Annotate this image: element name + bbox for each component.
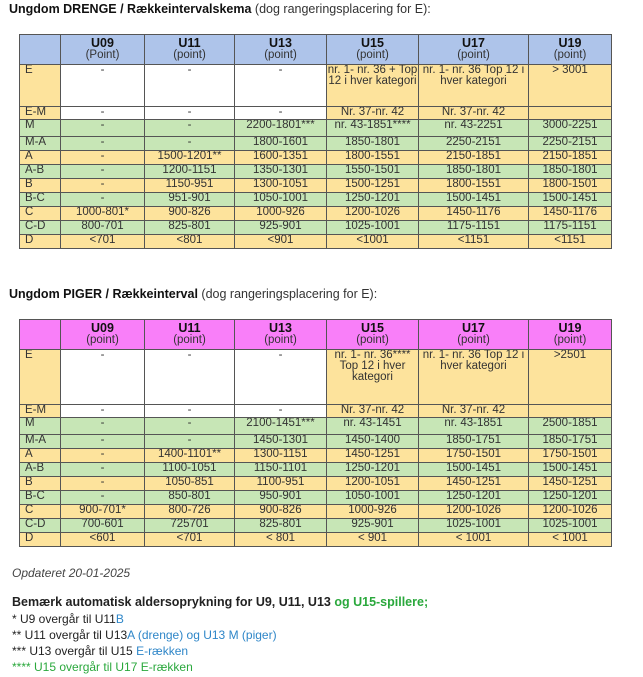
- table-cell: 1250-1201: [327, 193, 419, 207]
- table-cell: 1500-1451: [529, 463, 612, 477]
- table-cell: >2501: [529, 350, 612, 405]
- note-u15-text: **** U15 overgår til U17 E-rækken: [12, 660, 193, 674]
- table-cell: [529, 107, 612, 120]
- table-cell: -: [61, 65, 145, 107]
- table-cell: 1200-1026: [529, 505, 612, 519]
- column-header-u19: [529, 320, 612, 350]
- column-header-u09: [61, 320, 145, 350]
- boys-heading-title: Ungdom DRENGE / Rækkeintervalskema: [9, 2, 252, 16]
- table-cell: 1450-1251: [327, 449, 419, 463]
- table-cell: -: [145, 418, 235, 435]
- table-cell: 1100-1051: [145, 463, 235, 477]
- table-cell: 951-901: [145, 193, 235, 207]
- table-cell: 950-901: [235, 491, 327, 505]
- column-header-u09: [61, 35, 145, 65]
- table-row: [20, 505, 612, 519]
- table-cell: <1001: [327, 235, 419, 249]
- table-cell: <1151: [419, 235, 529, 249]
- table-row: [20, 463, 612, 477]
- column-name: U13: [269, 321, 292, 335]
- column-header-u15: [327, 320, 419, 350]
- table-row: [20, 165, 612, 179]
- column-unit: (point): [553, 49, 587, 61]
- table-cell: 1450-1251: [529, 477, 612, 491]
- table-cell: 2150-1851: [529, 151, 612, 165]
- table-cell: 1300-1151: [235, 449, 327, 463]
- table-cell: 825-801: [235, 519, 327, 533]
- table-cell: 1550-1501: [327, 165, 419, 179]
- table-cell: <1151: [529, 235, 612, 249]
- table-cell: 1800-1501: [529, 179, 612, 193]
- table-cell: 925-901: [327, 519, 419, 533]
- row-label: C-D: [20, 221, 61, 235]
- table-cell: -: [61, 165, 145, 179]
- table-cell: 2250-2151: [529, 137, 612, 151]
- table-row: [20, 107, 612, 120]
- boys-heading: [9, 2, 431, 16]
- table-cell: 1350-1301: [235, 165, 327, 179]
- table-row: [20, 235, 612, 249]
- table-cell: -: [61, 350, 145, 405]
- note-u11-highlight: A (drenge) og U13 M (piger): [127, 628, 277, 642]
- row-label: A: [20, 449, 61, 463]
- table-cell: -: [61, 151, 145, 165]
- table-cell: Nr. 37-nr. 42: [327, 405, 419, 418]
- table-cell: -: [145, 405, 235, 418]
- table-cell: 1200-1151: [145, 165, 235, 179]
- table-cell: 1500-1451: [529, 193, 612, 207]
- table-cell: Nr. 37-nr. 42: [419, 405, 529, 418]
- note-u11-text: ** U11 overgår til U13: [12, 628, 128, 642]
- table-cell: 1000-926: [235, 207, 327, 221]
- table-cell: nr. 43-1851****: [327, 120, 419, 137]
- table-cell: -: [235, 107, 327, 120]
- table-cell: 925-901: [235, 221, 327, 235]
- table-cell: 1200-1051: [327, 477, 419, 491]
- column-unit: (point): [553, 334, 587, 346]
- table-cell: Nr. 37-nr. 42: [419, 107, 529, 120]
- table-cell: -: [61, 491, 145, 505]
- table-cell: -: [61, 405, 145, 418]
- column-name: U11: [178, 321, 201, 335]
- row-label: E: [20, 65, 61, 107]
- table-row: [20, 137, 612, 151]
- table-cell: -: [145, 107, 235, 120]
- table-cell: 1600-1351: [235, 151, 327, 165]
- table-cell: nr. 43-1851: [419, 418, 529, 435]
- table-cell: -: [61, 477, 145, 491]
- column-header-u11: [145, 320, 235, 350]
- table-cell: 900-826: [235, 505, 327, 519]
- table-cell: 1100-951: [235, 477, 327, 491]
- table-row: [20, 533, 612, 547]
- table-cell: 2150-1851: [419, 151, 529, 165]
- column-name: U19: [558, 321, 582, 335]
- table-cell: 1150-951: [145, 179, 235, 193]
- girls-heading-title: Ungdom PIGER / Rækkeinterval: [9, 287, 198, 301]
- table-cell: -: [235, 350, 327, 405]
- table-cell: 1050-1001: [235, 193, 327, 207]
- row-label: M-A: [20, 435, 61, 449]
- row-label: C: [20, 505, 61, 519]
- table-cell: 1150-1101: [235, 463, 327, 477]
- table-cell: -: [61, 463, 145, 477]
- note-u11: [12, 628, 277, 642]
- table-cell: 1450-1176: [529, 207, 612, 221]
- table-cell: <801: [145, 235, 235, 249]
- row-label: C: [20, 207, 61, 221]
- table-row: [20, 519, 612, 533]
- column-name: U13: [269, 36, 292, 50]
- table-cell: 1800-1551: [419, 179, 529, 193]
- note-u15: [12, 660, 193, 674]
- row-label: M: [20, 120, 61, 137]
- table-cell: -: [61, 435, 145, 449]
- table-cell: 1025-1001: [327, 221, 419, 235]
- row-label: B-C: [20, 491, 61, 505]
- row-label: D: [20, 533, 61, 547]
- table-cell: 900-826: [145, 207, 235, 221]
- column-name: U09: [91, 321, 114, 335]
- table-cell: 1175-1151: [419, 221, 529, 235]
- column-header-u17: [419, 320, 529, 350]
- column-unit: (point): [264, 49, 297, 61]
- table-cell: 1025-1001: [419, 519, 529, 533]
- note-u9-text: * U9 overgår til U11: [12, 612, 116, 626]
- updated-date: Opdateret 20-01-2025: [12, 566, 131, 580]
- table-cell: 725701: [145, 519, 235, 533]
- corner-cell: [20, 320, 61, 350]
- table-cell: 1450-1400: [327, 435, 419, 449]
- table-cell: 1850-1751: [419, 435, 529, 449]
- boys-header-row: [20, 35, 612, 65]
- table-cell: -: [61, 179, 145, 193]
- column-unit: (point): [356, 334, 389, 346]
- row-label: C-D: [20, 519, 61, 533]
- table-cell: -: [61, 449, 145, 463]
- table-cell: 1800-1601: [235, 137, 327, 151]
- table-cell: <701: [145, 533, 235, 547]
- table-cell: 1850-1801: [327, 137, 419, 151]
- row-label: A-B: [20, 463, 61, 477]
- table-cell: 1300-1051: [235, 179, 327, 193]
- table-cell: -: [145, 137, 235, 151]
- table-cell: <701: [61, 235, 145, 249]
- table-cell: nr. 1- nr. 36 + Top 12 i hver kategori: [327, 65, 419, 107]
- table-cell: 1850-1801: [529, 165, 612, 179]
- row-label: E-M: [20, 405, 61, 418]
- column-header-u13: [235, 35, 327, 65]
- girls-table: [19, 319, 612, 547]
- table-cell: -: [145, 65, 235, 107]
- column-name: U11: [178, 36, 201, 50]
- table-cell: 1050-851: [145, 477, 235, 491]
- table-cell: 1250-1201: [419, 491, 529, 505]
- table-cell: 800-701: [61, 221, 145, 235]
- table-cell: 2500-1851: [529, 418, 612, 435]
- row-label: B: [20, 179, 61, 193]
- notes-title-text: Bemærk automatisk aldersoprykning for U9, U11, U13: [12, 595, 335, 609]
- table-cell: nr. 43-2251: [419, 120, 529, 137]
- table-row: [20, 449, 612, 463]
- table-cell: 1000-801*: [61, 207, 145, 221]
- table-cell: 1400-1101**: [145, 449, 235, 463]
- table-cell: nr. 1- nr. 36 Top 12 i hver kategori: [419, 350, 529, 405]
- note-u13-highlight: E-rækken: [136, 644, 189, 658]
- column-header-u13: [235, 320, 327, 350]
- column-name: U15: [361, 321, 384, 335]
- table-cell: 1850-1801: [419, 165, 529, 179]
- column-name: U19: [558, 36, 582, 50]
- row-label: E-M: [20, 107, 61, 120]
- table-row: [20, 179, 612, 193]
- table-cell: < 1001: [419, 533, 529, 547]
- table-row: [20, 418, 612, 435]
- table-cell: [529, 405, 612, 418]
- boys-table: [19, 34, 612, 249]
- table-row: [20, 435, 612, 449]
- table-cell: 850-801: [145, 491, 235, 505]
- column-unit: (point): [264, 334, 297, 346]
- girls-heading: [9, 287, 377, 301]
- table-cell: nr. 1- nr. 36**** Top 12 i hver kategori: [327, 350, 419, 405]
- table-cell: -: [61, 418, 145, 435]
- table-row: [20, 221, 612, 235]
- table-cell: 1800-1551: [327, 151, 419, 165]
- table-cell: 1000-926: [327, 505, 419, 519]
- table-row: [20, 151, 612, 165]
- row-label: M-A: [20, 137, 61, 151]
- column-name: U15: [361, 36, 384, 50]
- table-cell: nr. 1- nr. 36 Top 12 i hver kategori: [419, 65, 529, 107]
- table-cell: 2100-1451***: [235, 418, 327, 435]
- table-cell: 1250-1201: [529, 491, 612, 505]
- table-cell: < 1001: [529, 533, 612, 547]
- column-header-u19: [529, 35, 612, 65]
- table-cell: 2250-2151: [419, 137, 529, 151]
- table-row: [20, 350, 612, 405]
- table-cell: 1025-1001: [529, 519, 612, 533]
- table-cell: 1750-1501: [419, 449, 529, 463]
- table-cell: 1200-1026: [419, 505, 529, 519]
- row-label: A: [20, 151, 61, 165]
- table-row: [20, 120, 612, 137]
- row-label: M: [20, 418, 61, 435]
- column-header-u15: [327, 35, 419, 65]
- column-unit: (point): [173, 49, 206, 61]
- table-cell: 1450-1301: [235, 435, 327, 449]
- column-unit: (point): [86, 334, 119, 346]
- table-cell: < 901: [327, 533, 419, 547]
- table-cell: -: [145, 350, 235, 405]
- column-name: U09: [91, 36, 114, 50]
- corner-cell: [20, 35, 61, 65]
- table-cell: 1250-1201: [327, 463, 419, 477]
- column-name: U17: [462, 321, 485, 335]
- column-unit: (point): [173, 334, 206, 346]
- table-cell: 1500-1251: [327, 179, 419, 193]
- boys-heading-note: (dog rangeringsplacering for E):: [251, 2, 431, 16]
- table-cell: Nr. 37-nr. 42: [327, 107, 419, 120]
- column-unit: (point): [457, 49, 490, 61]
- table-cell: 1500-1201**: [145, 151, 235, 165]
- table-cell: 1175-1151: [529, 221, 612, 235]
- table-cell: 1500-1451: [419, 463, 529, 477]
- column-name: U17: [462, 36, 485, 50]
- column-unit: (point): [356, 49, 389, 61]
- table-row: [20, 405, 612, 418]
- table-cell: -: [61, 193, 145, 207]
- table-cell: 1450-1176: [419, 207, 529, 221]
- table-cell: 3000-2251: [529, 120, 612, 137]
- column-header-u17: [419, 35, 529, 65]
- girls-header-row: [20, 320, 612, 350]
- notes-title-green: og U15-spillere;: [334, 595, 429, 609]
- table-cell: -: [145, 120, 235, 137]
- row-label: D: [20, 235, 61, 249]
- table-cell: 1750-1501: [529, 449, 612, 463]
- table-cell: 825-801: [145, 221, 235, 235]
- note-u13: [12, 644, 188, 658]
- row-label: A-B: [20, 165, 61, 179]
- table-cell: > 3001: [529, 65, 612, 107]
- row-label: B-C: [20, 193, 61, 207]
- table-cell: nr. 43-1451: [327, 418, 419, 435]
- note-u9-highlight: B: [115, 612, 124, 626]
- table-cell: -: [61, 137, 145, 151]
- table-cell: -: [145, 435, 235, 449]
- table-cell: -: [235, 65, 327, 107]
- table-row: [20, 491, 612, 505]
- notes-title: [12, 595, 428, 609]
- table-cell: 1450-1251: [419, 477, 529, 491]
- table-cell: 2200-1801***: [235, 120, 327, 137]
- table-cell: <901: [235, 235, 327, 249]
- column-unit: (Point): [85, 49, 120, 61]
- row-label: E: [20, 350, 61, 405]
- table-cell: 1500-1451: [419, 193, 529, 207]
- table-row: [20, 193, 612, 207]
- table-cell: < 801: [235, 533, 327, 547]
- table-row: [20, 65, 612, 107]
- table-cell: 900-701*: [61, 505, 145, 519]
- note-u9: [12, 612, 124, 626]
- table-row: [20, 477, 612, 491]
- table-cell: 1850-1751: [529, 435, 612, 449]
- table-cell: 1200-1026: [327, 207, 419, 221]
- girls-heading-note: (dog rangeringsplacering for E):: [197, 287, 378, 301]
- table-cell: 800-726: [145, 505, 235, 519]
- table-cell: -: [61, 107, 145, 120]
- column-header-u11: [145, 35, 235, 65]
- table-cell: 700-601: [61, 519, 145, 533]
- note-u13-text: *** U13 overgår til U15: [12, 644, 137, 658]
- table-cell: -: [235, 405, 327, 418]
- table-cell: -: [61, 120, 145, 137]
- table-cell: 1050-1001: [327, 491, 419, 505]
- row-label: B: [20, 477, 61, 491]
- table-row: [20, 207, 612, 221]
- column-unit: (point): [457, 334, 490, 346]
- table-cell: <601: [61, 533, 145, 547]
